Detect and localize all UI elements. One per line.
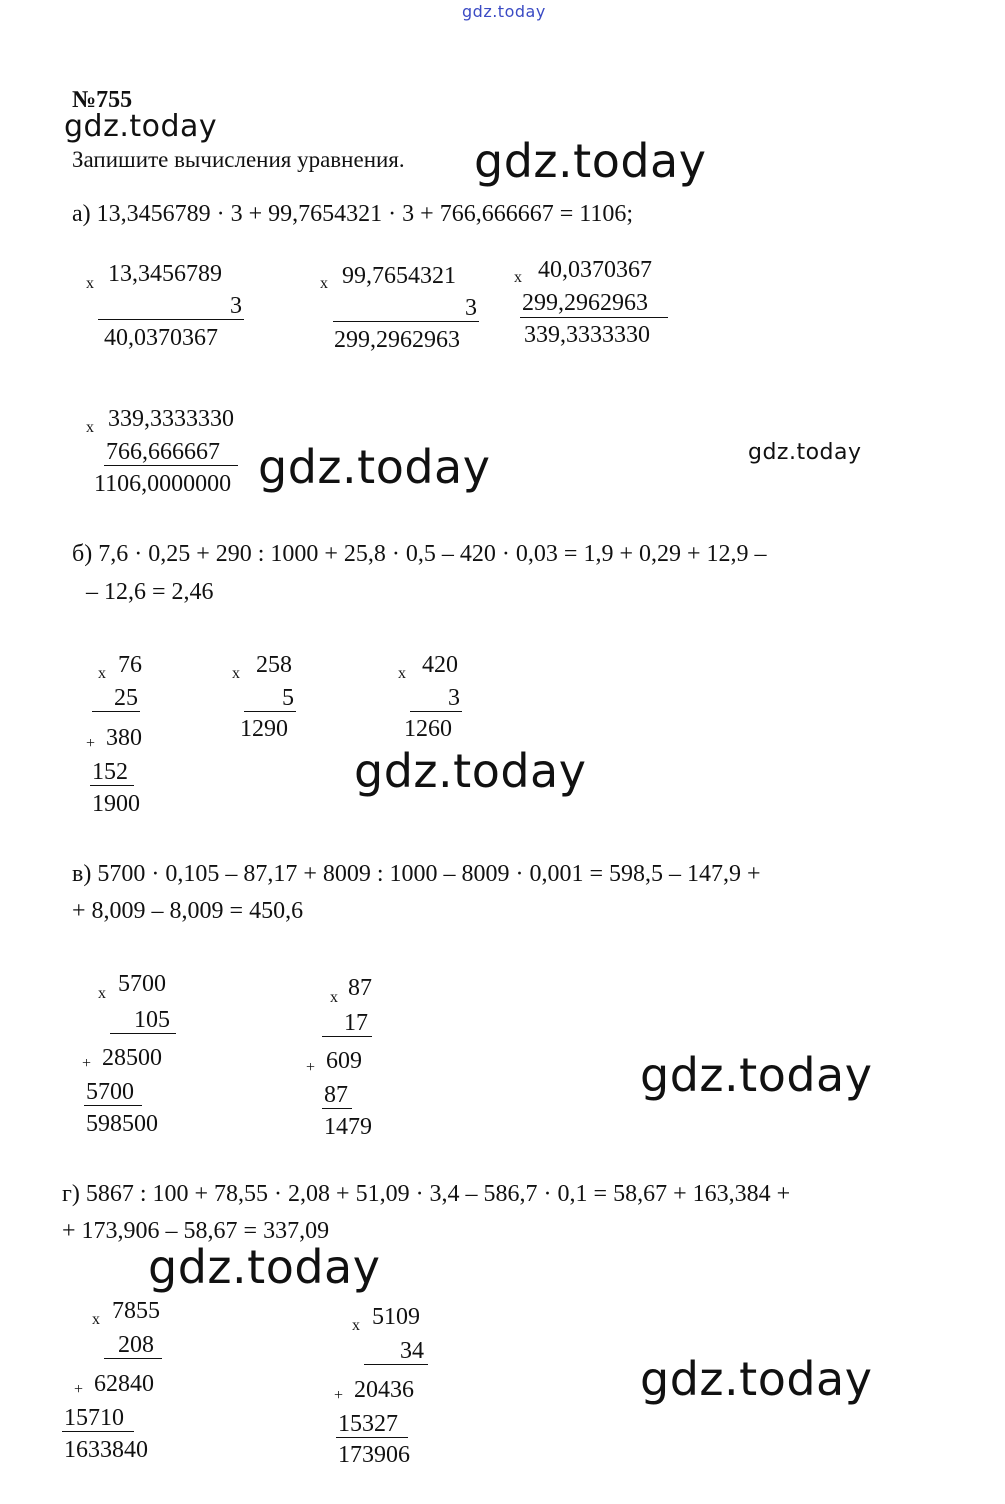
equation-d-line2: + 173,906 – 58,67 = 337,09 [62, 1218, 330, 1244]
multiply-sign: x [352, 1317, 360, 1334]
calc-a2-top: 99,7654321 [342, 263, 456, 289]
calc-a1-rule [98, 319, 244, 320]
equation-c-line2: + 8,009 – 8,009 = 450,6 [72, 898, 304, 924]
multiply-sign: x [320, 275, 328, 292]
calc-a1-result: 40,0370367 [104, 325, 218, 351]
calc-d1-rule2 [62, 1431, 134, 1432]
equation-b-line2: – 12,6 = 2,46 [86, 579, 214, 605]
plus-sign: + [306, 1059, 316, 1076]
calc-b2-bottom: 5 [282, 685, 294, 711]
calc-c2-partial2: 87 [324, 1082, 348, 1108]
calc-b3-top: 420 [422, 652, 458, 678]
watermark-top: gdz.today [462, 2, 546, 21]
calc-d1-top: 7855 [112, 1298, 160, 1324]
calc-a1-bottom: 3 [230, 293, 242, 319]
calc-b1-rule [92, 711, 140, 712]
calc-c1-result: 598500 [86, 1111, 158, 1137]
multiply-sign: x [86, 275, 94, 292]
calc-b2-top: 258 [256, 652, 292, 678]
calc-a2-rule [333, 321, 479, 322]
calc-b1-result: 1900 [92, 791, 140, 817]
watermark: gdz.today [640, 1352, 873, 1406]
calc-d1-rule [104, 1358, 162, 1359]
watermark: gdz.today [474, 134, 707, 188]
calc-b3-rule [410, 711, 462, 712]
plus-sign: + [74, 1381, 84, 1398]
calc-d2-partial1: 20436 [354, 1377, 414, 1403]
calc-c1-top: 5700 [118, 971, 166, 997]
watermark: gdz.today [354, 744, 587, 798]
equation-c-line1: в) 5700 · 0,105 – 87,17 + 8009 : 1000 – 8009 · 0,001 = 598,5 – 147,9 + [72, 861, 761, 887]
calc-d2-bottom: 34 [400, 1338, 424, 1364]
calc-a4-top: 339,3333330 [108, 406, 234, 432]
calc-a4-bottom: 766,666667 [106, 439, 220, 465]
calc-b2-result: 1290 [240, 716, 288, 742]
equation-a: а) 13,3456789 · 3 + 99,7654321 · 3 + 766,666667 = 1106; [72, 201, 634, 227]
calc-a2-result: 299,2962963 [334, 327, 460, 353]
calc-d1-partial2: 15710 [64, 1405, 124, 1431]
calc-b2-rule [244, 711, 296, 712]
calc-d1-partial1: 62840 [94, 1371, 154, 1397]
calc-c1-partial1: 28500 [102, 1045, 162, 1071]
calc-b1-top: 76 [118, 652, 142, 678]
calc-c1-bottom: 105 [134, 1007, 170, 1033]
problem-number: №755 [72, 87, 133, 113]
multiply-sign: x [86, 419, 94, 436]
calc-b3-bottom: 3 [448, 685, 460, 711]
calc-d2-top: 5109 [372, 1304, 420, 1330]
calc-c2-result: 1479 [324, 1114, 372, 1140]
instruction: Запишите вычисления уравнения. [72, 147, 405, 172]
calc-a4-result: 1106,0000000 [94, 471, 232, 497]
calc-d2-rule2 [336, 1437, 408, 1438]
calc-a4-rule [104, 465, 238, 466]
calc-c2-partial1: 609 [326, 1048, 362, 1074]
calc-a3-result: 339,3333330 [524, 322, 650, 348]
calc-a2-bottom: 3 [465, 295, 477, 321]
calc-c2-rule [322, 1036, 372, 1037]
watermark: gdz.today [148, 1240, 381, 1294]
calc-b1-partial2: 152 [92, 759, 128, 785]
calc-b1-bottom: 25 [114, 685, 138, 711]
watermark: gdz.today [640, 1048, 873, 1102]
plus-sign: + [334, 1387, 344, 1404]
calc-b1-rule2 [90, 785, 134, 786]
multiply-sign: x [514, 269, 522, 286]
calc-c2-rule2 [322, 1108, 352, 1109]
multiply-sign: x [92, 1311, 100, 1328]
plus-sign: + [82, 1055, 92, 1072]
calc-a3-bottom: 299,2962963 [522, 290, 648, 316]
watermark: gdz.today [748, 440, 862, 465]
calc-b3-result: 1260 [404, 716, 452, 742]
calc-c2-top: 87 [348, 975, 372, 1001]
calc-b1-partial1: 380 [106, 725, 142, 751]
multiply-sign: x [330, 989, 338, 1006]
calc-a3-top: 40,0370367 [538, 257, 652, 283]
calc-d1-result: 1633840 [64, 1437, 148, 1463]
calc-c1-rule2 [84, 1105, 142, 1106]
plus-sign: + [86, 735, 96, 752]
calc-d2-partial2: 15327 [338, 1411, 398, 1437]
calc-a1-top: 13,3456789 [108, 261, 222, 287]
multiply-sign: x [398, 665, 406, 682]
calc-d2-rule [364, 1364, 428, 1365]
watermark: gdz.today [64, 109, 218, 144]
equation-b-line1: б) 7,6 · 0,25 + 290 : 1000 + 25,8 · 0,5 – 420 · 0,03 = 1,9 + 0,29 + 12,9 – [72, 541, 767, 567]
multiply-sign: x [98, 985, 106, 1002]
calc-c2-bottom: 17 [344, 1010, 368, 1036]
calc-d1-bottom: 208 [118, 1332, 154, 1358]
watermark: gdz.today [258, 440, 491, 494]
calc-c1-rule [110, 1033, 176, 1034]
equation-d-line1: г) 5867 : 100 + 78,55 · 2,08 + 51,09 · 3,4 – 586,7 · 0,1 = 58,67 + 163,384 + [62, 1181, 791, 1207]
calc-a3-rule [520, 317, 668, 318]
multiply-sign: x [232, 665, 240, 682]
calc-d2-result: 173906 [338, 1442, 410, 1468]
multiply-sign: x [98, 665, 106, 682]
calc-c1-partial2: 5700 [86, 1079, 134, 1105]
